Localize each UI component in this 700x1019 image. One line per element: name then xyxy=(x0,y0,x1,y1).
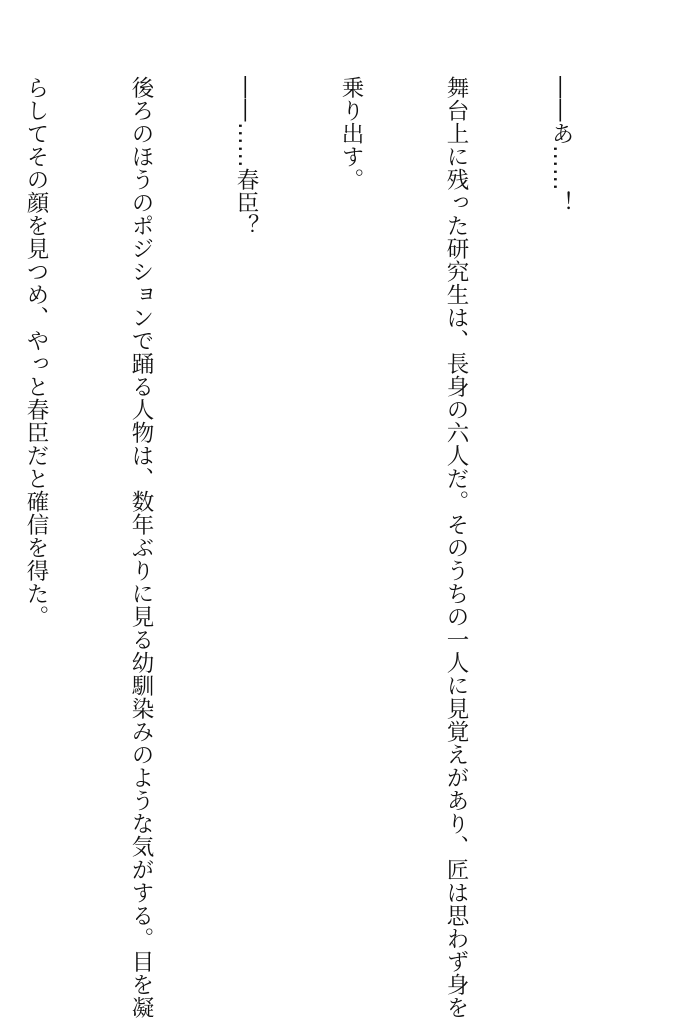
text-line: 後ろのほうのポジションで踊る人物は、数年ぶりに見る幼馴染みのような気がする。目を凝 xyxy=(128,76,154,1019)
text-line: ――……春臣？ xyxy=(233,76,259,237)
text-line: らしてその顔を見つめ、やっと春臣だと確信を得た。 xyxy=(23,76,49,628)
text-line: 乗り出す。 xyxy=(338,76,364,191)
text-line: 舞台上に残った研究生は、長身の六人だ。そのうちの一人に見覚えがあり、匠は思わず身を xyxy=(443,76,469,1019)
vertical-text-block xyxy=(0,76,648,1019)
text-line: ――あ……！ xyxy=(548,76,574,214)
